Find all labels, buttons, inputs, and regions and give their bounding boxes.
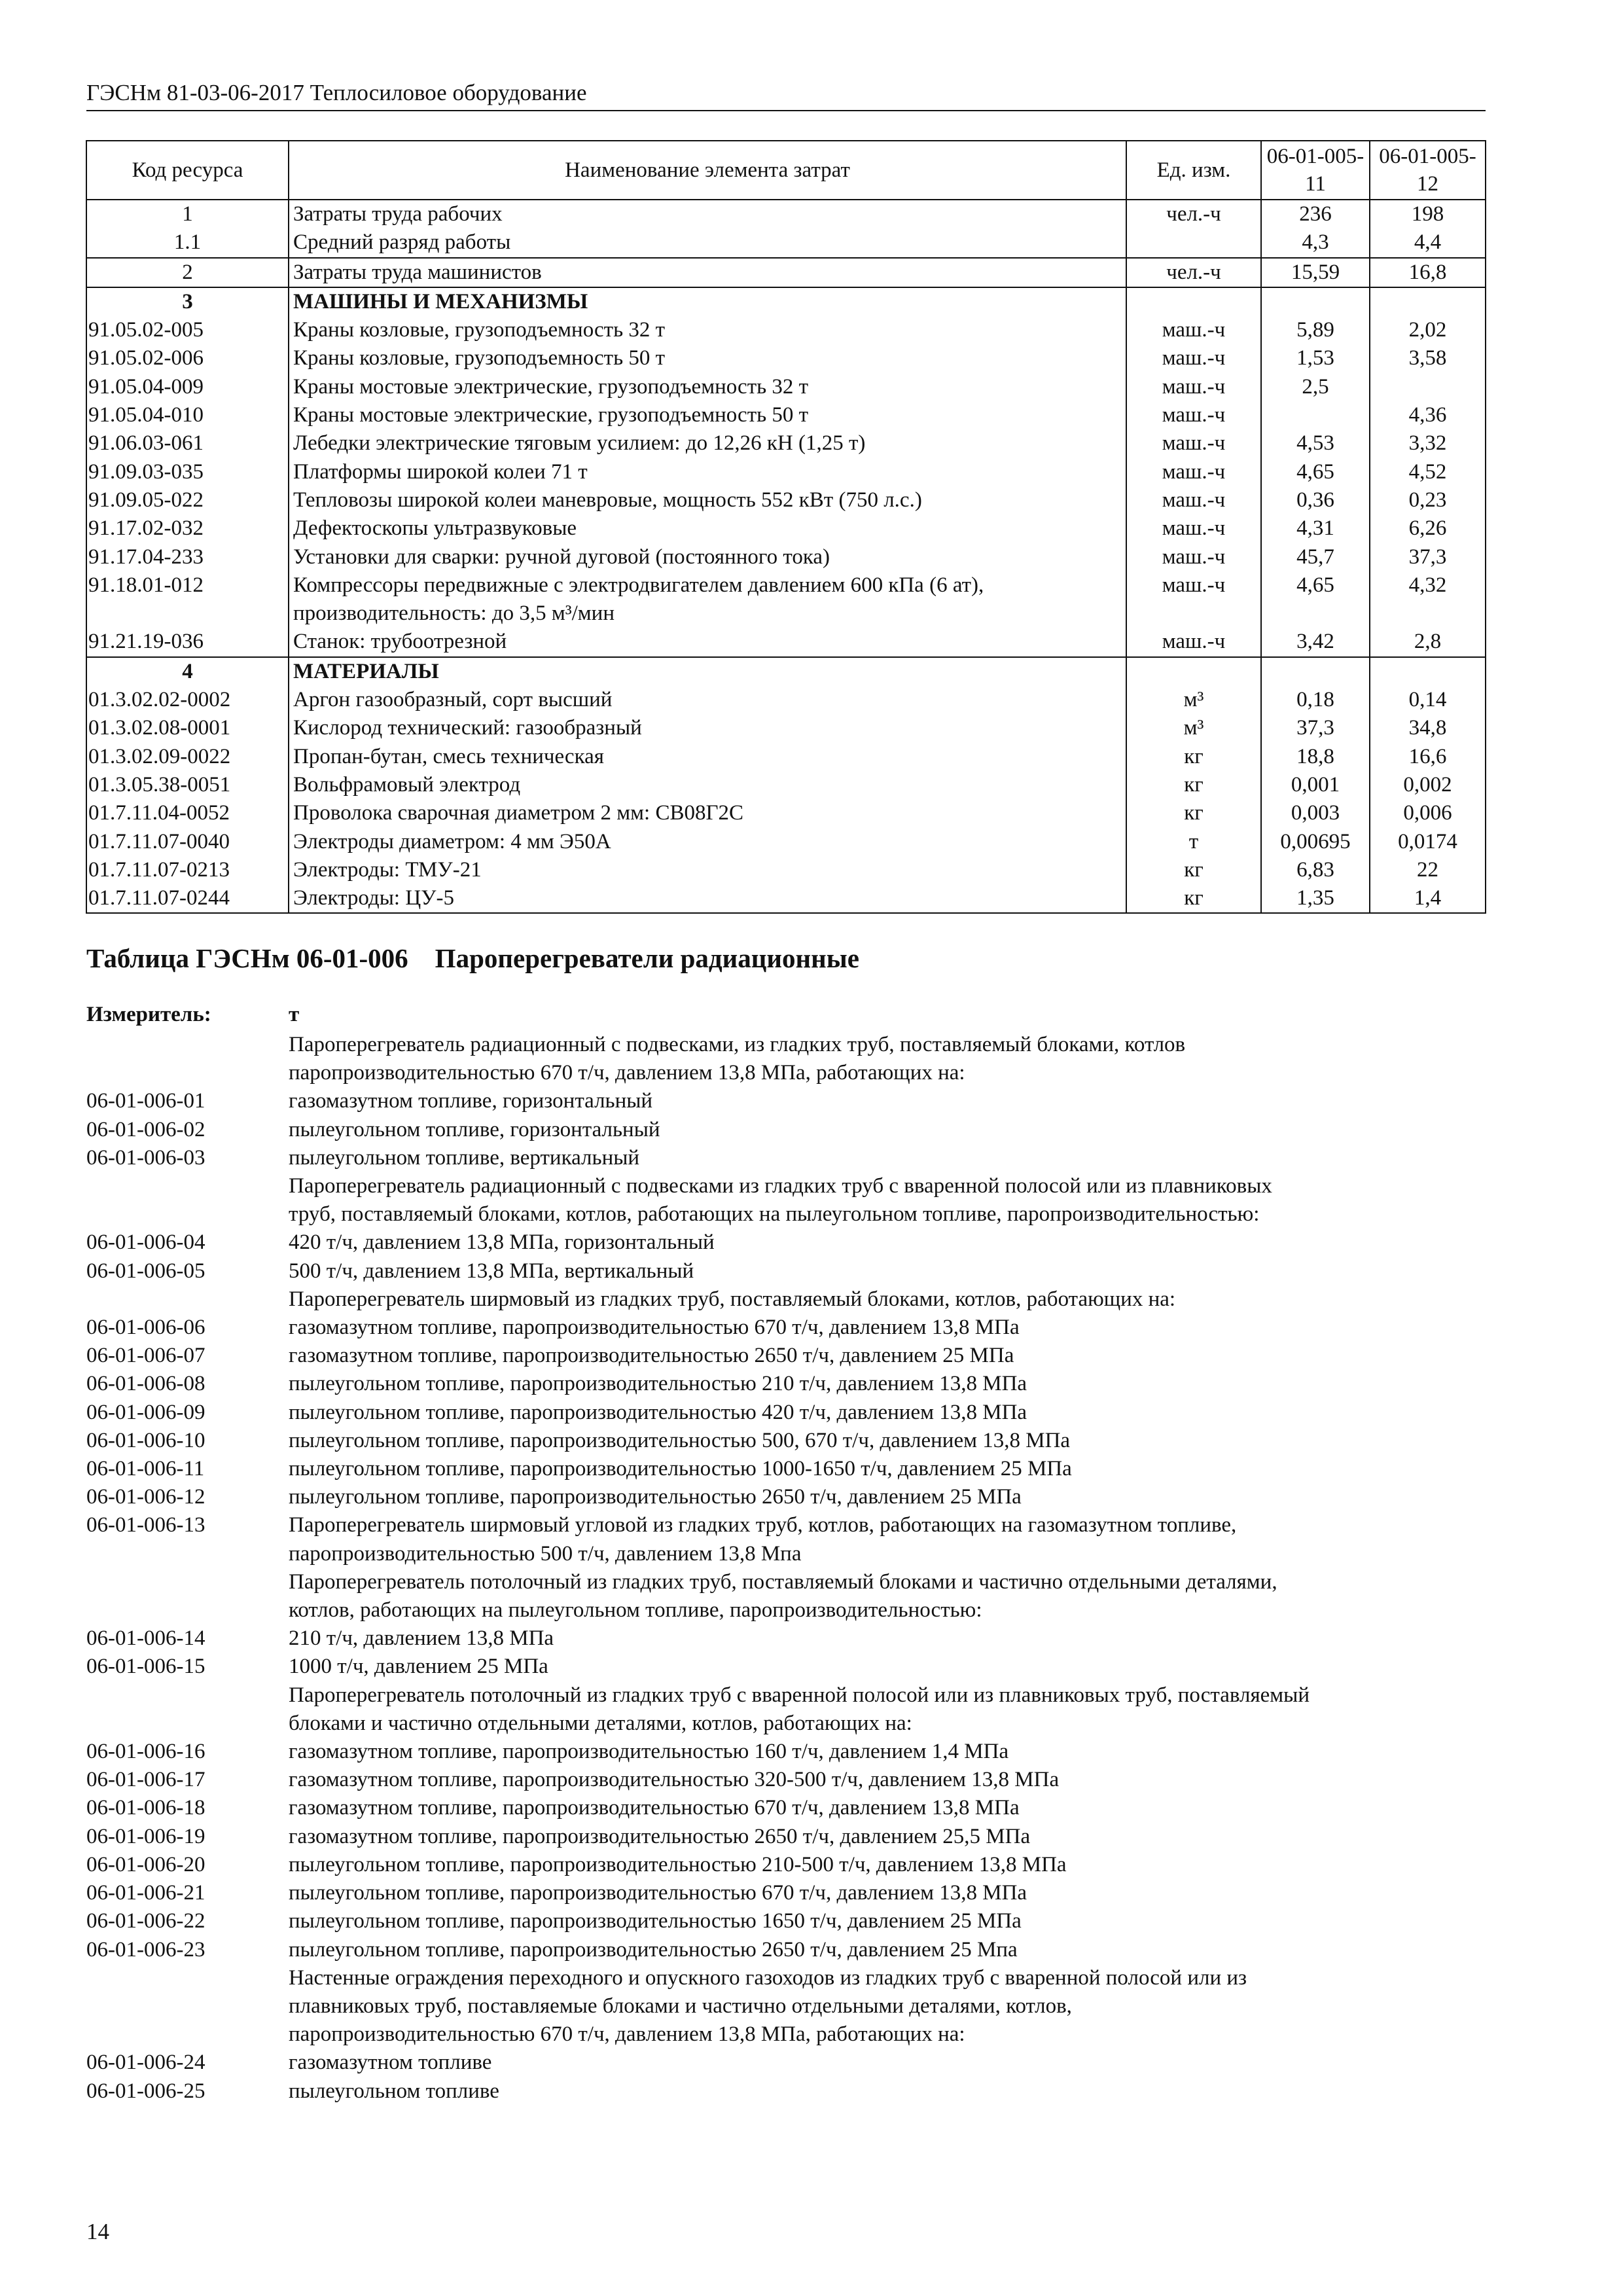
table-row: [86, 429, 1486, 457]
cell-v1: 236: [1261, 200, 1370, 228]
header-unit: Ед. изм.: [1126, 141, 1261, 200]
item-code: 06-01-006-12: [86, 1485, 205, 1509]
item-text: пылеугольном топливе, паропроизводительностью 1000-1650 т/ч, давлением 25 МПа: [289, 1457, 1072, 1481]
item-code: 06-01-006-15: [86, 1655, 205, 1679]
list-item: [86, 1229, 1487, 1257]
item-text: паропроизводительностью 500 т/ч, давлением 13,8 Мпа: [289, 1541, 802, 1566]
cell-v1: 1,35: [1261, 884, 1370, 913]
item-code: [86, 1285, 289, 1314]
list-item: [86, 1031, 1487, 1059]
table-row: [86, 344, 1486, 372]
table-header-row: [86, 141, 1486, 200]
cell-code: 91.05.02-006: [86, 344, 289, 372]
resource-cost-table: [86, 140, 1486, 914]
item-text: котлов, работающих на пылеугольном топливе, паропроизводительностью:: [289, 1598, 982, 1623]
cell-unit: маш.-ч: [1126, 458, 1261, 486]
cell-unit: маш.-ч: [1126, 429, 1261, 457]
cell-unit: маш.-ч: [1126, 486, 1261, 514]
list-item: [86, 1399, 1487, 1427]
list-item: [86, 1794, 1487, 1822]
list-item: [86, 1511, 1487, 1539]
cell-name: Станок: трубоотрезной: [289, 628, 1126, 656]
item-code: [86, 1681, 289, 1710]
item-code: 06-01-006-05: [86, 1259, 205, 1283]
list-item: [86, 1964, 1487, 1992]
cell-code: 91.17.04-233: [86, 543, 289, 571]
item-code: 06-01-006-17: [86, 1768, 205, 1792]
cell-unit: маш.-ч: [1126, 571, 1261, 628]
cell-unit: м³: [1126, 714, 1261, 742]
list-item: [86, 2020, 1487, 2049]
list-item: [86, 1710, 1487, 1738]
table-row: [86, 743, 1486, 771]
table-row: [86, 714, 1486, 742]
cell-code: 3: [86, 287, 289, 316]
item-text: пылеугольном топливе, паропроизводительностью 500, 670 т/ч, давлением 13,8 МПа: [289, 1428, 1071, 1452]
cell-name: Установки для сварки: ручной дуговой (постоянного тока): [289, 543, 1126, 571]
cell-code: 01.7.11.07-0244: [86, 884, 289, 913]
cell-v1: 3,42: [1261, 628, 1370, 656]
cell-name: Средний разряд работы: [289, 228, 1126, 257]
item-text: паропроизводительностью 670 т/ч, давлением 13,8 МПа, работающих на:: [289, 1061, 965, 1085]
list-item: [86, 1314, 1487, 1342]
table-row: [86, 486, 1486, 514]
cell-code: 01.3.05.38-0051: [86, 771, 289, 799]
cell-code: 01.3.02.08-0001: [86, 714, 289, 742]
list-item: [86, 1172, 1487, 1200]
item-code: 06-01-006-13: [86, 1513, 205, 1537]
cell-name: Дефектоскопы ультразвуковые: [289, 514, 1126, 543]
list-item: [86, 1681, 1487, 1710]
list-item: [86, 1540, 1487, 1568]
item-text: пылеугольном топливе, вертикальный: [289, 1145, 640, 1170]
item-code: [86, 1031, 289, 1059]
cell-unit: кг: [1126, 771, 1261, 799]
table-row: [86, 514, 1486, 543]
cell-name: Лебедки электрические тяговым усилием: до 12,26 кН (1,25 т): [289, 429, 1126, 457]
cell-unit: маш.-ч: [1126, 316, 1261, 344]
item-text: Пароперегреватель радиационный с подвесками, из гладких труб, поставляемый блоками, котлов: [289, 1033, 1186, 1056]
cell-v2: 37,3: [1370, 543, 1486, 571]
list-item: [86, 1992, 1487, 2020]
cell-code: 1: [86, 200, 289, 228]
header-col2: 06-01-005-12: [1370, 141, 1486, 200]
cell-name: Кислород технический: газообразный: [289, 714, 1126, 742]
list-item: [86, 1879, 1487, 1907]
table-row: [86, 856, 1486, 884]
item-code: 06-01-006-10: [86, 1428, 205, 1452]
item-text: паропроизводительностью 670 т/ч, давлением 13,8 МПа, работающих на:: [289, 2022, 965, 2047]
cell-v2: 3,58: [1370, 344, 1486, 372]
item-text: пылеугольном топливе, паропроизводительностью 210 т/ч, давлением 13,8 МПа: [289, 1372, 1027, 1396]
cell-code: 2: [86, 258, 289, 287]
cell-v1: 4,65: [1261, 571, 1370, 628]
item-code: [86, 1568, 289, 1596]
cell-name: Электроды диаметром: 4 мм Э50А: [289, 828, 1126, 856]
list-item: [86, 1059, 1487, 1087]
cell-unit: кг: [1126, 884, 1261, 913]
item-text: Настенные ограждения переходного и опускного газоходов из гладких труб с вваренной полосой или из: [289, 1965, 1247, 1990]
list-item: [86, 1200, 1487, 1229]
item-code: 06-01-006-02: [86, 1117, 205, 1141]
cell-name: Платформы широкой колеи 71 т: [289, 458, 1126, 486]
item-code: 06-01-006-09: [86, 1400, 205, 1424]
item-code: 06-01-006-19: [86, 1824, 205, 1848]
cell-v2: [1370, 287, 1486, 316]
work-items-list: [86, 1031, 1487, 2106]
cell-v1: 5,89: [1261, 316, 1370, 344]
item-text: 1000 т/ч, давлением 25 МПа: [289, 1655, 548, 1679]
cell-unit: маш.-ч: [1126, 373, 1261, 401]
table-title: Таблица ГЭСНм 06-01-006 Пароперегреватели радиационные: [86, 943, 859, 973]
item-code: 06-01-006-11: [86, 1457, 205, 1481]
cell-unit: кг: [1126, 856, 1261, 884]
cell-v2: 0,14: [1370, 686, 1486, 714]
cell-name: Вольфрамовый электрод: [289, 771, 1126, 799]
cell-v1: [1261, 657, 1370, 686]
cell-unit: кг: [1126, 743, 1261, 771]
meter-value: т: [289, 1003, 300, 1026]
cell-code: 91.21.19-036: [86, 628, 289, 656]
cell-name: Затраты труда машинистов: [289, 258, 1126, 287]
table-row: [86, 228, 1486, 257]
cell-v2: 6,26: [1370, 514, 1486, 543]
cell-unit: чел.-ч: [1126, 258, 1261, 287]
cell-unit: т: [1126, 828, 1261, 856]
list-item: [86, 1370, 1487, 1398]
item-code: 06-01-006-14: [86, 1626, 205, 1651]
item-text: 210 т/ч, давлением 13,8 МПа: [289, 1626, 554, 1651]
cell-name: МАТЕРИАЛЫ: [289, 657, 1126, 686]
cell-code: 91.05.04-010: [86, 401, 289, 429]
item-text: газомазутном топливе, паропроизводительностью 160 т/ч, давлением 1,4 МПа: [289, 1740, 1009, 1764]
cell-v2: [1370, 373, 1486, 401]
item-text: газомазутном топливе, паропроизводительностью 670 т/ч, давлением 13,8 МПа: [289, 1316, 1020, 1340]
item-code: [86, 1992, 289, 2020]
item-text: пылеугольном топливе, паропроизводительностью 1650 т/ч, давлением 25 МПа: [289, 1909, 1022, 1933]
item-code: 06-01-006-23: [86, 1937, 205, 1962]
header-code: Код ресурса: [86, 141, 289, 200]
cell-v2: 22: [1370, 856, 1486, 884]
cell-code: 91.18.01-012: [86, 571, 289, 628]
list-item: [86, 1427, 1487, 1455]
cell-code: 91.05.02-005: [86, 316, 289, 344]
item-text: пылеугольном топливе: [289, 2079, 499, 2103]
item-text: пылеугольном топливе, паропроизводительностью 420 т/ч, давлением 13,8 МПа: [289, 1400, 1027, 1424]
cell-code: 4: [86, 657, 289, 686]
item-text: газомазутном топливе: [289, 2051, 492, 2075]
cell-name: МАШИНЫ И МЕХАНИЗМЫ: [289, 287, 1126, 316]
table-row: [86, 628, 1486, 656]
table-row: [86, 771, 1486, 799]
page-number: 14: [86, 2219, 109, 2244]
item-text: пылеугольном топливе, паропроизводительностью 210-500 т/ч, давлением 13,8 МПа: [289, 1852, 1067, 1876]
cell-v2: 0,23: [1370, 486, 1486, 514]
cell-unit: чел.-ч: [1126, 200, 1261, 228]
table-row: [86, 543, 1486, 571]
list-item: [86, 1342, 1487, 1370]
table-body: [86, 200, 1486, 913]
list-item: [86, 1596, 1487, 1624]
cell-v2: 4,52: [1370, 458, 1486, 486]
item-text: труб, поставляемый блоками, котлов, работающих на пылеугольном топливе, паропроизводительностью:: [289, 1202, 1260, 1227]
cell-unit: [1126, 228, 1261, 257]
cell-name: Краны козловые, грузоподъемность 50 т: [289, 344, 1126, 372]
cell-name: Краны мостовые электрические, грузоподъемность 50 т: [289, 401, 1126, 429]
cell-name: Краны козловые, грузоподъемность 32 т: [289, 316, 1126, 344]
cell-unit: маш.-ч: [1126, 543, 1261, 571]
list-item: [86, 2077, 1487, 2106]
item-code: [86, 1710, 289, 1738]
cell-v2: 4,4: [1370, 228, 1486, 257]
item-code: [86, 1540, 289, 1568]
table-row: [86, 287, 1486, 316]
cell-v2: 2,8: [1370, 628, 1486, 656]
cell-v1: 6,83: [1261, 856, 1370, 884]
table-row: [86, 200, 1486, 228]
list-item: [86, 1285, 1487, 1314]
cell-code: 01.7.11.04-0052: [86, 799, 289, 827]
cell-code: 1.1: [86, 228, 289, 257]
item-text: Пароперегреватель потолочный из гладких труб с вваренной полосой или из плавниковых труб, поставляемый: [289, 1683, 1310, 1707]
list-item: [86, 2049, 1487, 2077]
cell-v1: 45,7: [1261, 543, 1370, 571]
item-code: [86, 1200, 289, 1229]
cell-v1: 15,59: [1261, 258, 1370, 287]
cell-v2: 34,8: [1370, 714, 1486, 742]
cell-v1: [1261, 287, 1370, 316]
item-code: 06-01-006-03: [86, 1145, 205, 1170]
cell-v2: 3,32: [1370, 429, 1486, 457]
item-text: пылеугольном топливе, паропроизводительностью 670 т/ч, давлением 13,8 МПа: [289, 1881, 1027, 1905]
item-text: 500 т/ч, давлением 13,8 МПа, вертикальный: [289, 1259, 694, 1283]
cell-code: 91.09.05-022: [86, 486, 289, 514]
item-text: газомазутном топливе, паропроизводительностью 320-500 т/ч, давлением 13,8 МПа: [289, 1768, 1060, 1792]
cell-v2: 4,32: [1370, 571, 1486, 628]
cell-name: Аргон газообразный, сорт высший: [289, 686, 1126, 714]
item-code: 06-01-006-06: [86, 1316, 205, 1340]
item-text: Пароперегреватель ширмовый угловой из гладких труб, котлов, работающих на газомазутном топливе,: [289, 1513, 1237, 1537]
list-item: [86, 1568, 1487, 1596]
item-text: плавниковых труб, поставляемые блоками и частично отдельными деталями, котлов,: [289, 1994, 1072, 2018]
table-row: [86, 258, 1486, 287]
item-code: 06-01-006-24: [86, 2051, 205, 2075]
list-item: [86, 1851, 1487, 1879]
cell-unit: маш.-ч: [1126, 401, 1261, 429]
list-item: [86, 1823, 1487, 1851]
cell-name: Тепловозы широкой колеи маневровые, мощность 552 кВт (750 л.с.): [289, 486, 1126, 514]
item-text: блоками и частично отдельными деталями, котлов, работающих на:: [289, 1711, 912, 1735]
cell-v1: 0,00695: [1261, 828, 1370, 856]
cell-v1: 4,53: [1261, 429, 1370, 457]
item-code: [86, 1172, 289, 1200]
cell-v2: 0,0174: [1370, 828, 1486, 856]
list-item: [86, 1766, 1487, 1794]
cell-code: 91.09.03-035: [86, 458, 289, 486]
table-row: [86, 884, 1486, 913]
list-item: [86, 1144, 1487, 1172]
item-code: [86, 1059, 289, 1087]
list-item: [86, 1455, 1487, 1483]
cell-v2: 16,6: [1370, 743, 1486, 771]
list-item: [86, 1116, 1487, 1144]
cell-v2: 0,006: [1370, 799, 1486, 827]
cell-code: 91.17.02-032: [86, 514, 289, 543]
item-code: 06-01-006-20: [86, 1852, 205, 1876]
item-code: 06-01-006-18: [86, 1796, 205, 1820]
cell-v2: 16,8: [1370, 258, 1486, 287]
cell-v2: 198: [1370, 200, 1486, 228]
cell-v1: 4,3: [1261, 228, 1370, 257]
item-text: Пароперегреватель радиационный с подвесками из гладких труб с вваренной полосой или из плавниковых: [289, 1174, 1272, 1198]
table-row: [86, 316, 1486, 344]
cell-v1: 4,31: [1261, 514, 1370, 543]
cell-unit: маш.-ч: [1126, 628, 1261, 656]
cell-unit: маш.-ч: [1126, 344, 1261, 372]
cell-v2: 1,4: [1370, 884, 1486, 913]
cell-v2: [1370, 657, 1486, 686]
item-code: [86, 1596, 289, 1624]
item-code: 06-01-006-07: [86, 1344, 205, 1368]
cell-name: Краны мостовые электрические, грузоподъемность 32 т: [289, 373, 1126, 401]
list-item: [86, 1738, 1487, 1766]
cell-v1: 18,8: [1261, 743, 1370, 771]
item-text: газомазутном топливе, горизонтальный: [289, 1089, 653, 1113]
list-item: [86, 1087, 1487, 1115]
table-row: [86, 458, 1486, 486]
cell-v1: 1,53: [1261, 344, 1370, 372]
cell-v1: 0,001: [1261, 771, 1370, 799]
item-code: [86, 2020, 289, 2049]
list-item: [86, 1624, 1487, 1653]
cell-code: 01.3.02.02-0002: [86, 686, 289, 714]
item-code: 06-01-006-25: [86, 2079, 205, 2103]
cell-code: 91.06.03-061: [86, 429, 289, 457]
cell-name: Электроды: ТМУ-21: [289, 856, 1126, 884]
table-row: [86, 828, 1486, 856]
item-text: пылеугольном топливе, паропроизводительностью 2650 т/ч, давлением 25 МПа: [289, 1485, 1022, 1509]
item-text: газомазутном топливе, паропроизводительностью 2650 т/ч, давлением 25 МПа: [289, 1344, 1014, 1368]
list-item: [86, 1907, 1487, 1935]
item-code: 06-01-006-16: [86, 1740, 205, 1764]
cell-v1: 37,3: [1261, 714, 1370, 742]
table-row: [86, 799, 1486, 827]
item-code: 06-01-006-04: [86, 1230, 205, 1255]
table-row: [86, 401, 1486, 429]
cell-name: Электроды: ЦУ-5: [289, 884, 1126, 913]
cell-name: Затраты труда рабочих: [289, 200, 1126, 228]
list-item: [86, 1936, 1487, 1964]
item-text: пылеугольном топливе, горизонтальный: [289, 1117, 660, 1141]
table-row: [86, 657, 1486, 686]
cell-name: Пропан-бутан, смесь техническая: [289, 743, 1126, 771]
cell-v2: 2,02: [1370, 316, 1486, 344]
cell-v1: 4,65: [1261, 458, 1370, 486]
cell-code: 01.7.11.07-0040: [86, 828, 289, 856]
item-code: 06-01-006-22: [86, 1909, 205, 1933]
item-code: 06-01-006-21: [86, 1881, 205, 1905]
item-text: пылеугольном топливе, паропроизводительностью 2650 т/ч, давлением 25 Мпа: [289, 1937, 1018, 1962]
item-code: [86, 1964, 289, 1992]
cell-unit: маш.-ч: [1126, 514, 1261, 543]
page-header: ГЭСНм 81-03-06-2017 Теплосиловое оборудование: [86, 77, 1486, 111]
cell-unit: кг: [1126, 799, 1261, 827]
cell-unit: м³: [1126, 686, 1261, 714]
list-item: [86, 1483, 1487, 1511]
header-col1: 06-01-005-11: [1261, 141, 1370, 200]
table-row: [86, 571, 1486, 628]
item-text: газомазутном топливе, паропроизводительностью 2650 т/ч, давлением 25,5 МПа: [289, 1824, 1031, 1848]
cell-v1: [1261, 401, 1370, 429]
cell-name: Проволока сварочная диаметром 2 мм: СВ08Г2С: [289, 799, 1126, 827]
item-code: 06-01-006-01: [86, 1089, 205, 1113]
item-text: газомазутном топливе, паропроизводительностью 670 т/ч, давлением 13,8 МПа: [289, 1796, 1020, 1820]
item-text: Пароперегреватель потолочный из гладких труб, поставляемый блоками и частично отдельными деталями,: [289, 1570, 1277, 1594]
cell-v1: 2,5: [1261, 373, 1370, 401]
cell-code: 91.05.04-009: [86, 373, 289, 401]
cell-v2: 0,002: [1370, 771, 1486, 799]
cell-v1: 0,18: [1261, 686, 1370, 714]
list-item: [86, 1653, 1487, 1681]
cell-unit: [1126, 657, 1261, 686]
table-row: [86, 373, 1486, 401]
item-text: Пароперегреватель ширмовый из гладких труб, поставляемый блоками, котлов, работающих на:: [289, 1287, 1176, 1311]
meter-label: Измеритель:: [86, 1003, 211, 1026]
cell-code: 01.3.02.09-0022: [86, 743, 289, 771]
cell-code: 01.7.11.07-0213: [86, 856, 289, 884]
cell-name: Компрессоры передвижные с электродвигателем давлением 600 кПа (6 ат), производительность: до 3,5 м³/мин: [289, 571, 1126, 628]
cell-v2: 4,36: [1370, 401, 1486, 429]
item-text: 420 т/ч, давлением 13,8 МПа, горизонтальный: [289, 1230, 715, 1255]
header-name: Наименование элемента затрат: [289, 141, 1126, 200]
cell-unit: [1126, 287, 1261, 316]
cell-v1: 0,36: [1261, 486, 1370, 514]
list-item: [86, 1257, 1487, 1285]
cell-v1: 0,003: [1261, 799, 1370, 827]
table-row: [86, 686, 1486, 714]
item-code: 06-01-006-08: [86, 1372, 205, 1396]
